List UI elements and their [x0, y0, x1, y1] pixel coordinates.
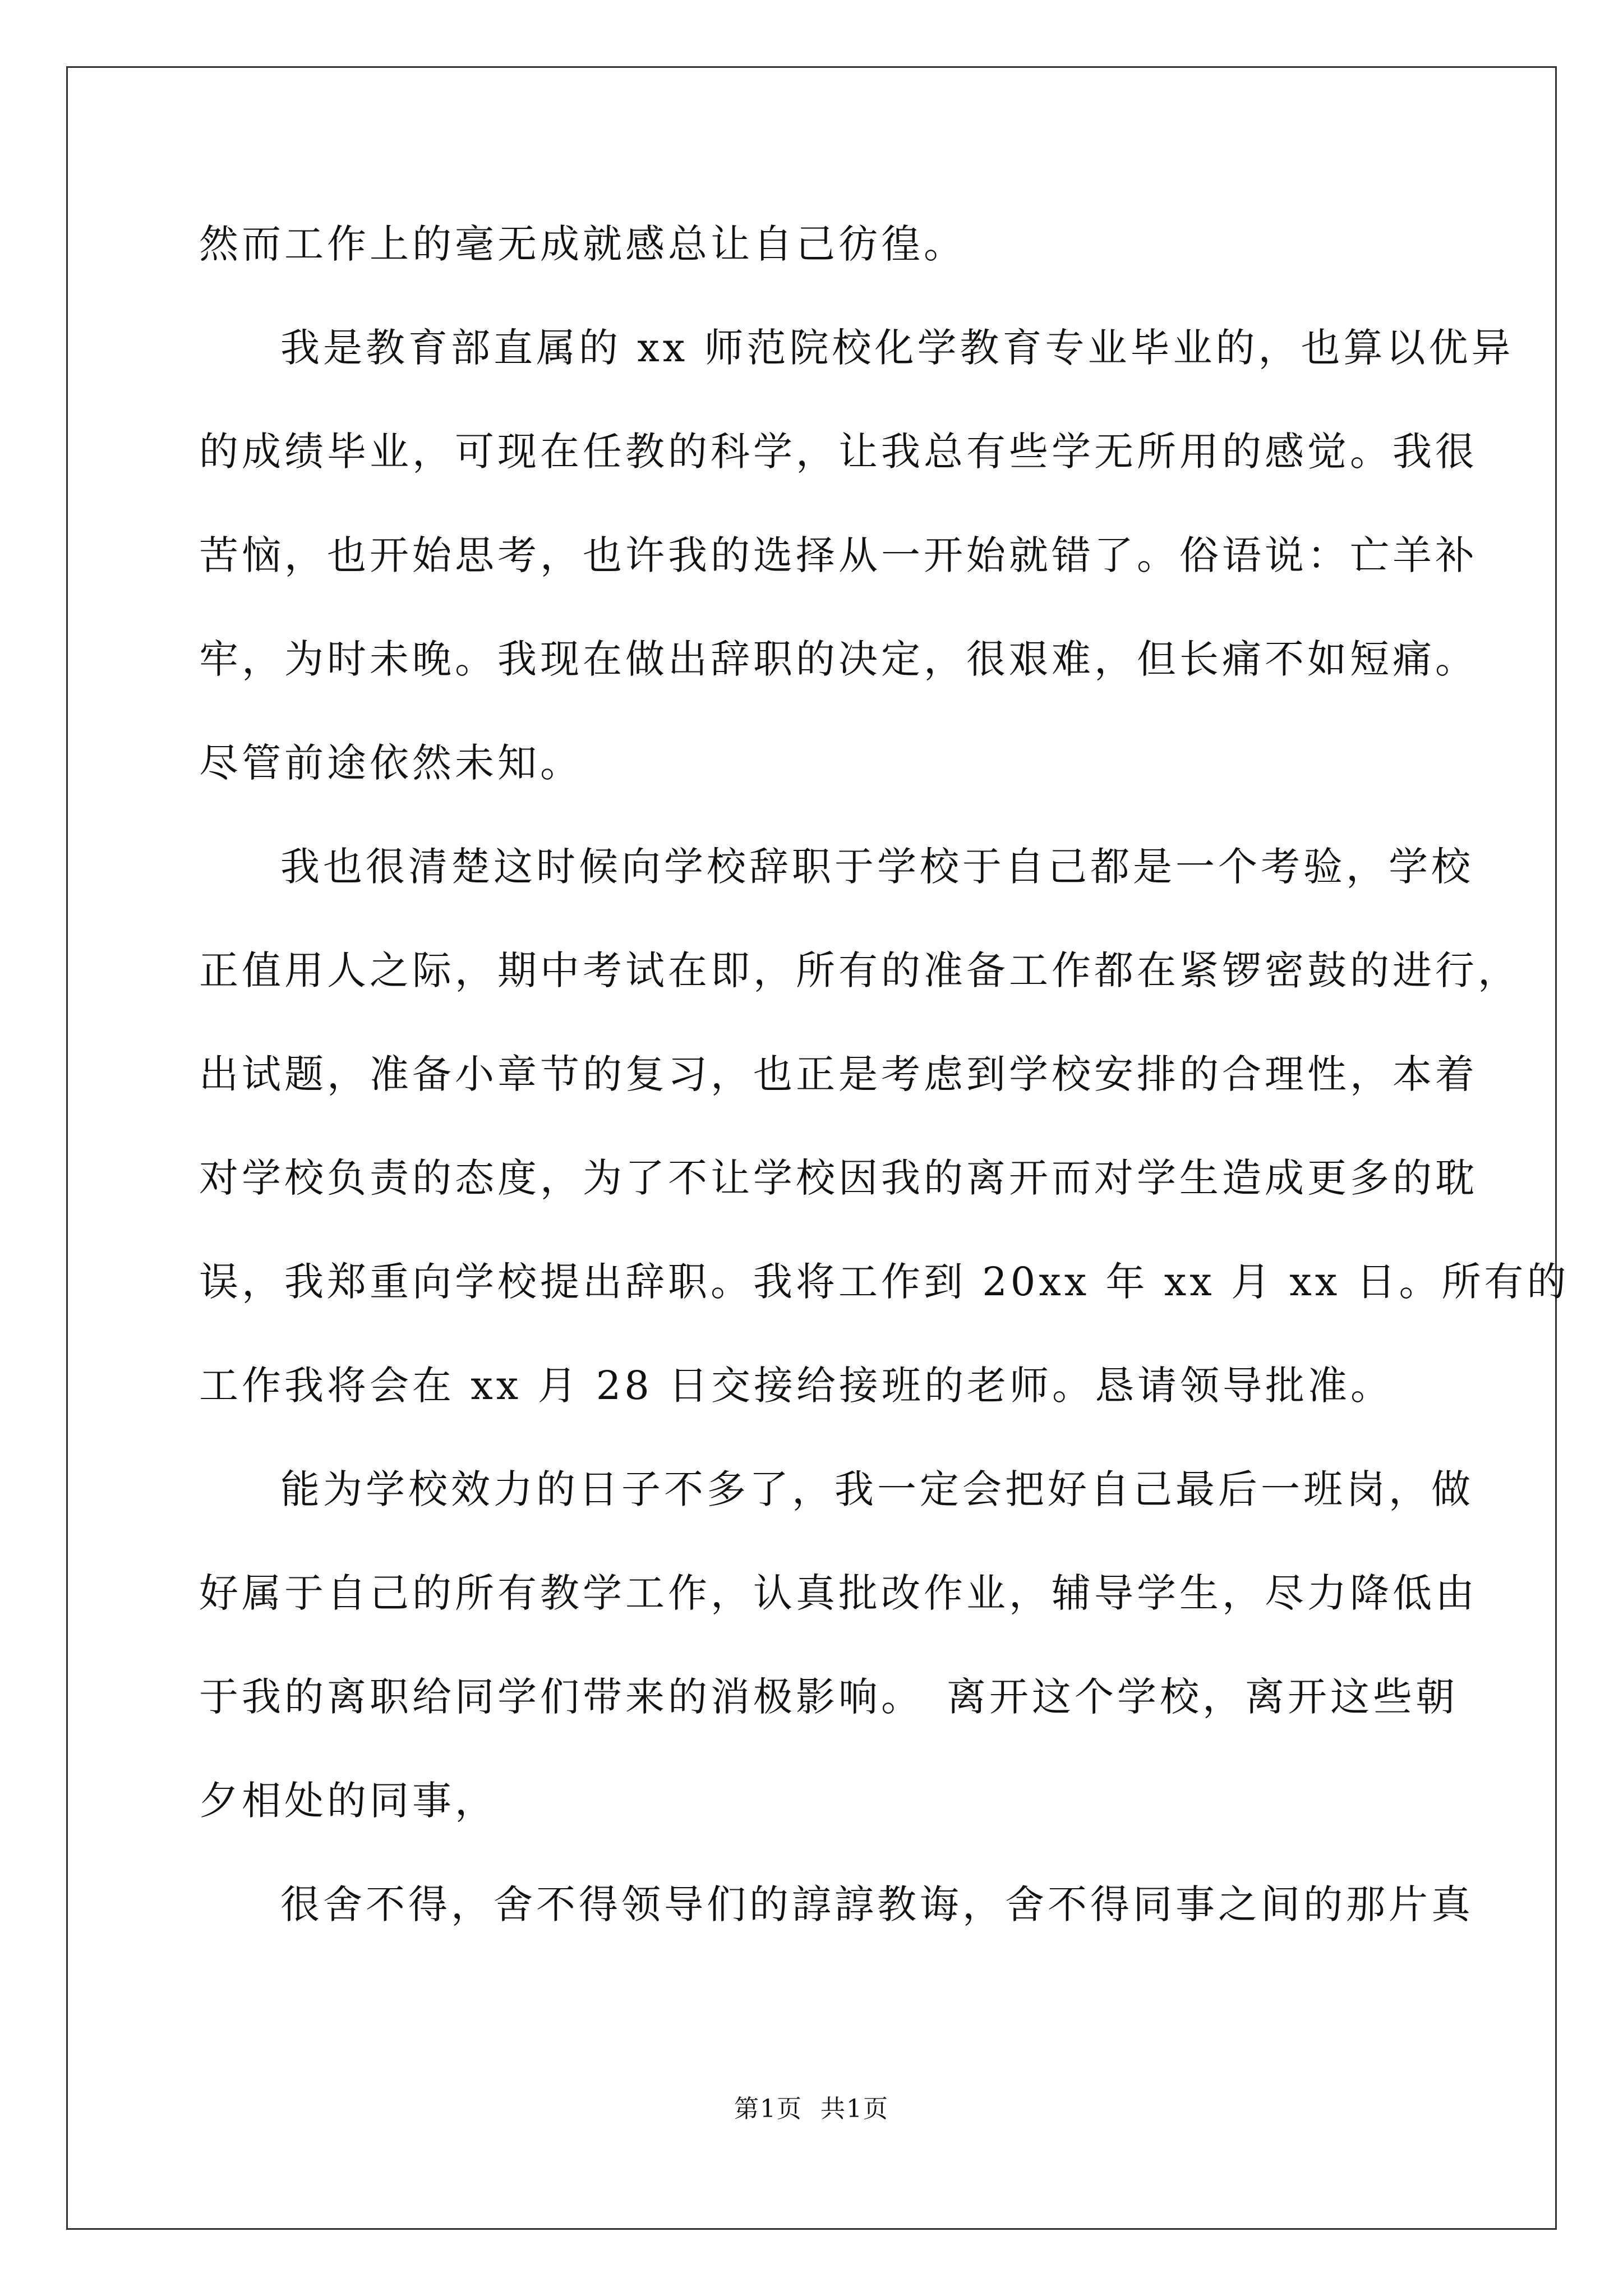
body-line-5: 牢，为时未晚。我现在做出辞职的决定，很艰难，但长痛不如短痛。	[199, 636, 1478, 682]
body-line-1: 然而工作上的毫无成就感总让自己彷徨。	[199, 221, 966, 267]
body-line-12: 工作我将会在 xx 月 28 日交接给接班的老师。恳请领导批准。	[199, 1363, 1394, 1409]
body-line-17: 很舍不得，舍不得领导们的諄諄教诲，舍不得同事之间的那片真	[280, 1881, 1474, 1927]
body-line-8: 正值用人之际，期中考试在即，所有的准备工作都在紧锣密鼓的进行，	[199, 947, 1520, 993]
body-line-3: 的成绩毕业，可现在任教的科学，让我总有些学无所用的感觉。我很	[199, 429, 1478, 475]
body-line-16: 夕相处的同事，	[199, 1778, 497, 1824]
page-footer	[0, 2092, 1623, 2126]
body-line-15: 于我的离职给同学们带来的消极影响。 离开这个学校，离开这些朝	[199, 1674, 1458, 1720]
body-line-9: 出试题，准备小章节的复习，也正是考虑到学校安排的合理性，本着	[199, 1051, 1478, 1097]
body-line-10: 对学校负责的态度，为了不让学校因我的离开而对学生造成更多的耽	[199, 1155, 1478, 1201]
page-number-total: 共1页	[820, 2095, 889, 2123]
body-line-13: 能为学校效力的日子不多了，我一定会把好自己最后一班岗，做	[280, 1466, 1474, 1512]
body-line-7: 我也很清楚这时候向学校辞职于学校于自己都是一个考验，学校	[280, 844, 1474, 890]
body-line-11: 误，我郑重向学校提出辞职。我将工作到 20xx 年 xx 月 xx 日。所有的	[199, 1259, 1570, 1305]
body-line-14: 好属于自己的所有教学工作，认真批改作业，辅导学生，尽力降低由	[199, 1570, 1478, 1616]
body-line-2: 我是教育部直属的 xx 师范院校化学教育专业毕业的，也算以优异	[280, 325, 1514, 371]
page-number-current: 第1页	[734, 2095, 803, 2123]
body-line-4: 苦恼，也开始思考，也许我的选择从一开始就错了。俗语说：亡羊补	[199, 532, 1478, 578]
body-line-6: 尽管前途依然未知。	[199, 740, 583, 786]
